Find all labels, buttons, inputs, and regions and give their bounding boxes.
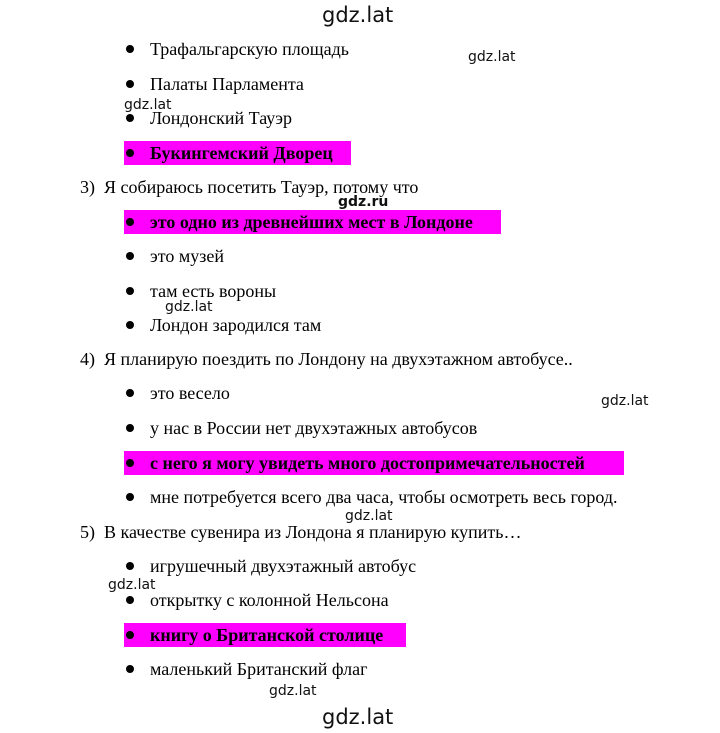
list-item-selected bbox=[126, 142, 333, 164]
watermark: gdz.lat bbox=[108, 577, 156, 593]
option-text: это музей bbox=[150, 246, 224, 266]
list-item bbox=[126, 382, 230, 404]
watermark: gdz.lat bbox=[345, 508, 393, 524]
question-5 bbox=[80, 521, 521, 543]
bullet-icon bbox=[126, 45, 134, 53]
watermark: gdz.ru bbox=[338, 194, 389, 210]
list-item bbox=[126, 658, 368, 680]
watermark: gdz.lat bbox=[269, 683, 317, 699]
question-number: 4) bbox=[80, 349, 95, 369]
bullet-icon bbox=[126, 389, 134, 397]
list-item bbox=[126, 417, 477, 439]
option-text: Лондон зародился там bbox=[150, 315, 322, 335]
option-text: Лондонский Тауэр bbox=[150, 108, 293, 128]
list-item bbox=[126, 107, 292, 129]
list-item bbox=[126, 486, 618, 508]
bullet-icon bbox=[126, 631, 134, 639]
bullet-icon bbox=[126, 321, 134, 329]
option-text: Букингемский Дворец bbox=[150, 143, 333, 163]
watermark: gdz.lat bbox=[165, 299, 213, 315]
bullet-icon bbox=[126, 114, 134, 122]
header-watermark: gdz.lat bbox=[322, 3, 394, 27]
bullet-icon bbox=[126, 665, 134, 673]
bullet-icon bbox=[126, 149, 134, 157]
option-text: книгу о Британской столице bbox=[150, 625, 384, 645]
list-item-selected bbox=[126, 452, 585, 474]
question-text: Я собираюсь посетить Тауэр, потому что bbox=[104, 177, 419, 197]
bullet-icon bbox=[126, 493, 134, 501]
bullet-icon bbox=[126, 596, 134, 604]
option-text: у нас в России нет двухэтажных автобусов bbox=[150, 418, 478, 438]
bullet-icon bbox=[126, 287, 134, 295]
list-item bbox=[126, 73, 304, 95]
list-item bbox=[126, 589, 389, 611]
bullet-icon bbox=[126, 218, 134, 226]
bullet-icon bbox=[126, 80, 134, 88]
watermark: gdz.lat bbox=[124, 97, 172, 113]
option-text: Палаты Парламента bbox=[150, 74, 304, 94]
list-item-selected bbox=[126, 624, 383, 646]
option-text: игрушечный двухэтажный автобус bbox=[150, 556, 417, 576]
list-item-selected bbox=[126, 211, 473, 233]
bullet-icon bbox=[126, 424, 134, 432]
option-text: открытку с колонной Нельсона bbox=[150, 590, 389, 610]
option-text: это весело bbox=[150, 383, 230, 403]
option-text: там есть вороны bbox=[150, 281, 277, 301]
list-item bbox=[126, 38, 349, 60]
bullet-icon bbox=[126, 459, 134, 467]
option-text: Трафальгарскую площадь bbox=[150, 39, 349, 59]
bullet-icon bbox=[126, 562, 134, 570]
bullet-icon bbox=[126, 252, 134, 260]
watermark: gdz.lat bbox=[468, 49, 516, 65]
option-text: мне потребуется всего два часа, чтобы осмотреть весь город. bbox=[150, 487, 618, 507]
question-number: 5) bbox=[80, 522, 95, 542]
question-text: Я планирую поездить по Лондону на двухэтажном автобусе.. bbox=[104, 349, 573, 369]
list-item bbox=[126, 314, 321, 336]
option-text: это одно из древнейших мест в Лондоне bbox=[150, 212, 473, 232]
option-text: маленький Британский флаг bbox=[150, 659, 368, 679]
question-text: В качестве сувенира из Лондона я планирую купить… bbox=[104, 522, 522, 542]
list-item bbox=[126, 245, 224, 267]
question-4 bbox=[80, 348, 573, 370]
footer-watermark: gdz.lat bbox=[322, 705, 394, 729]
option-text: с него я могу увидеть много достопримечательностей bbox=[150, 453, 585, 473]
list-item bbox=[126, 555, 416, 577]
question-number: 3) bbox=[80, 177, 95, 197]
watermark: gdz.lat bbox=[601, 393, 649, 409]
